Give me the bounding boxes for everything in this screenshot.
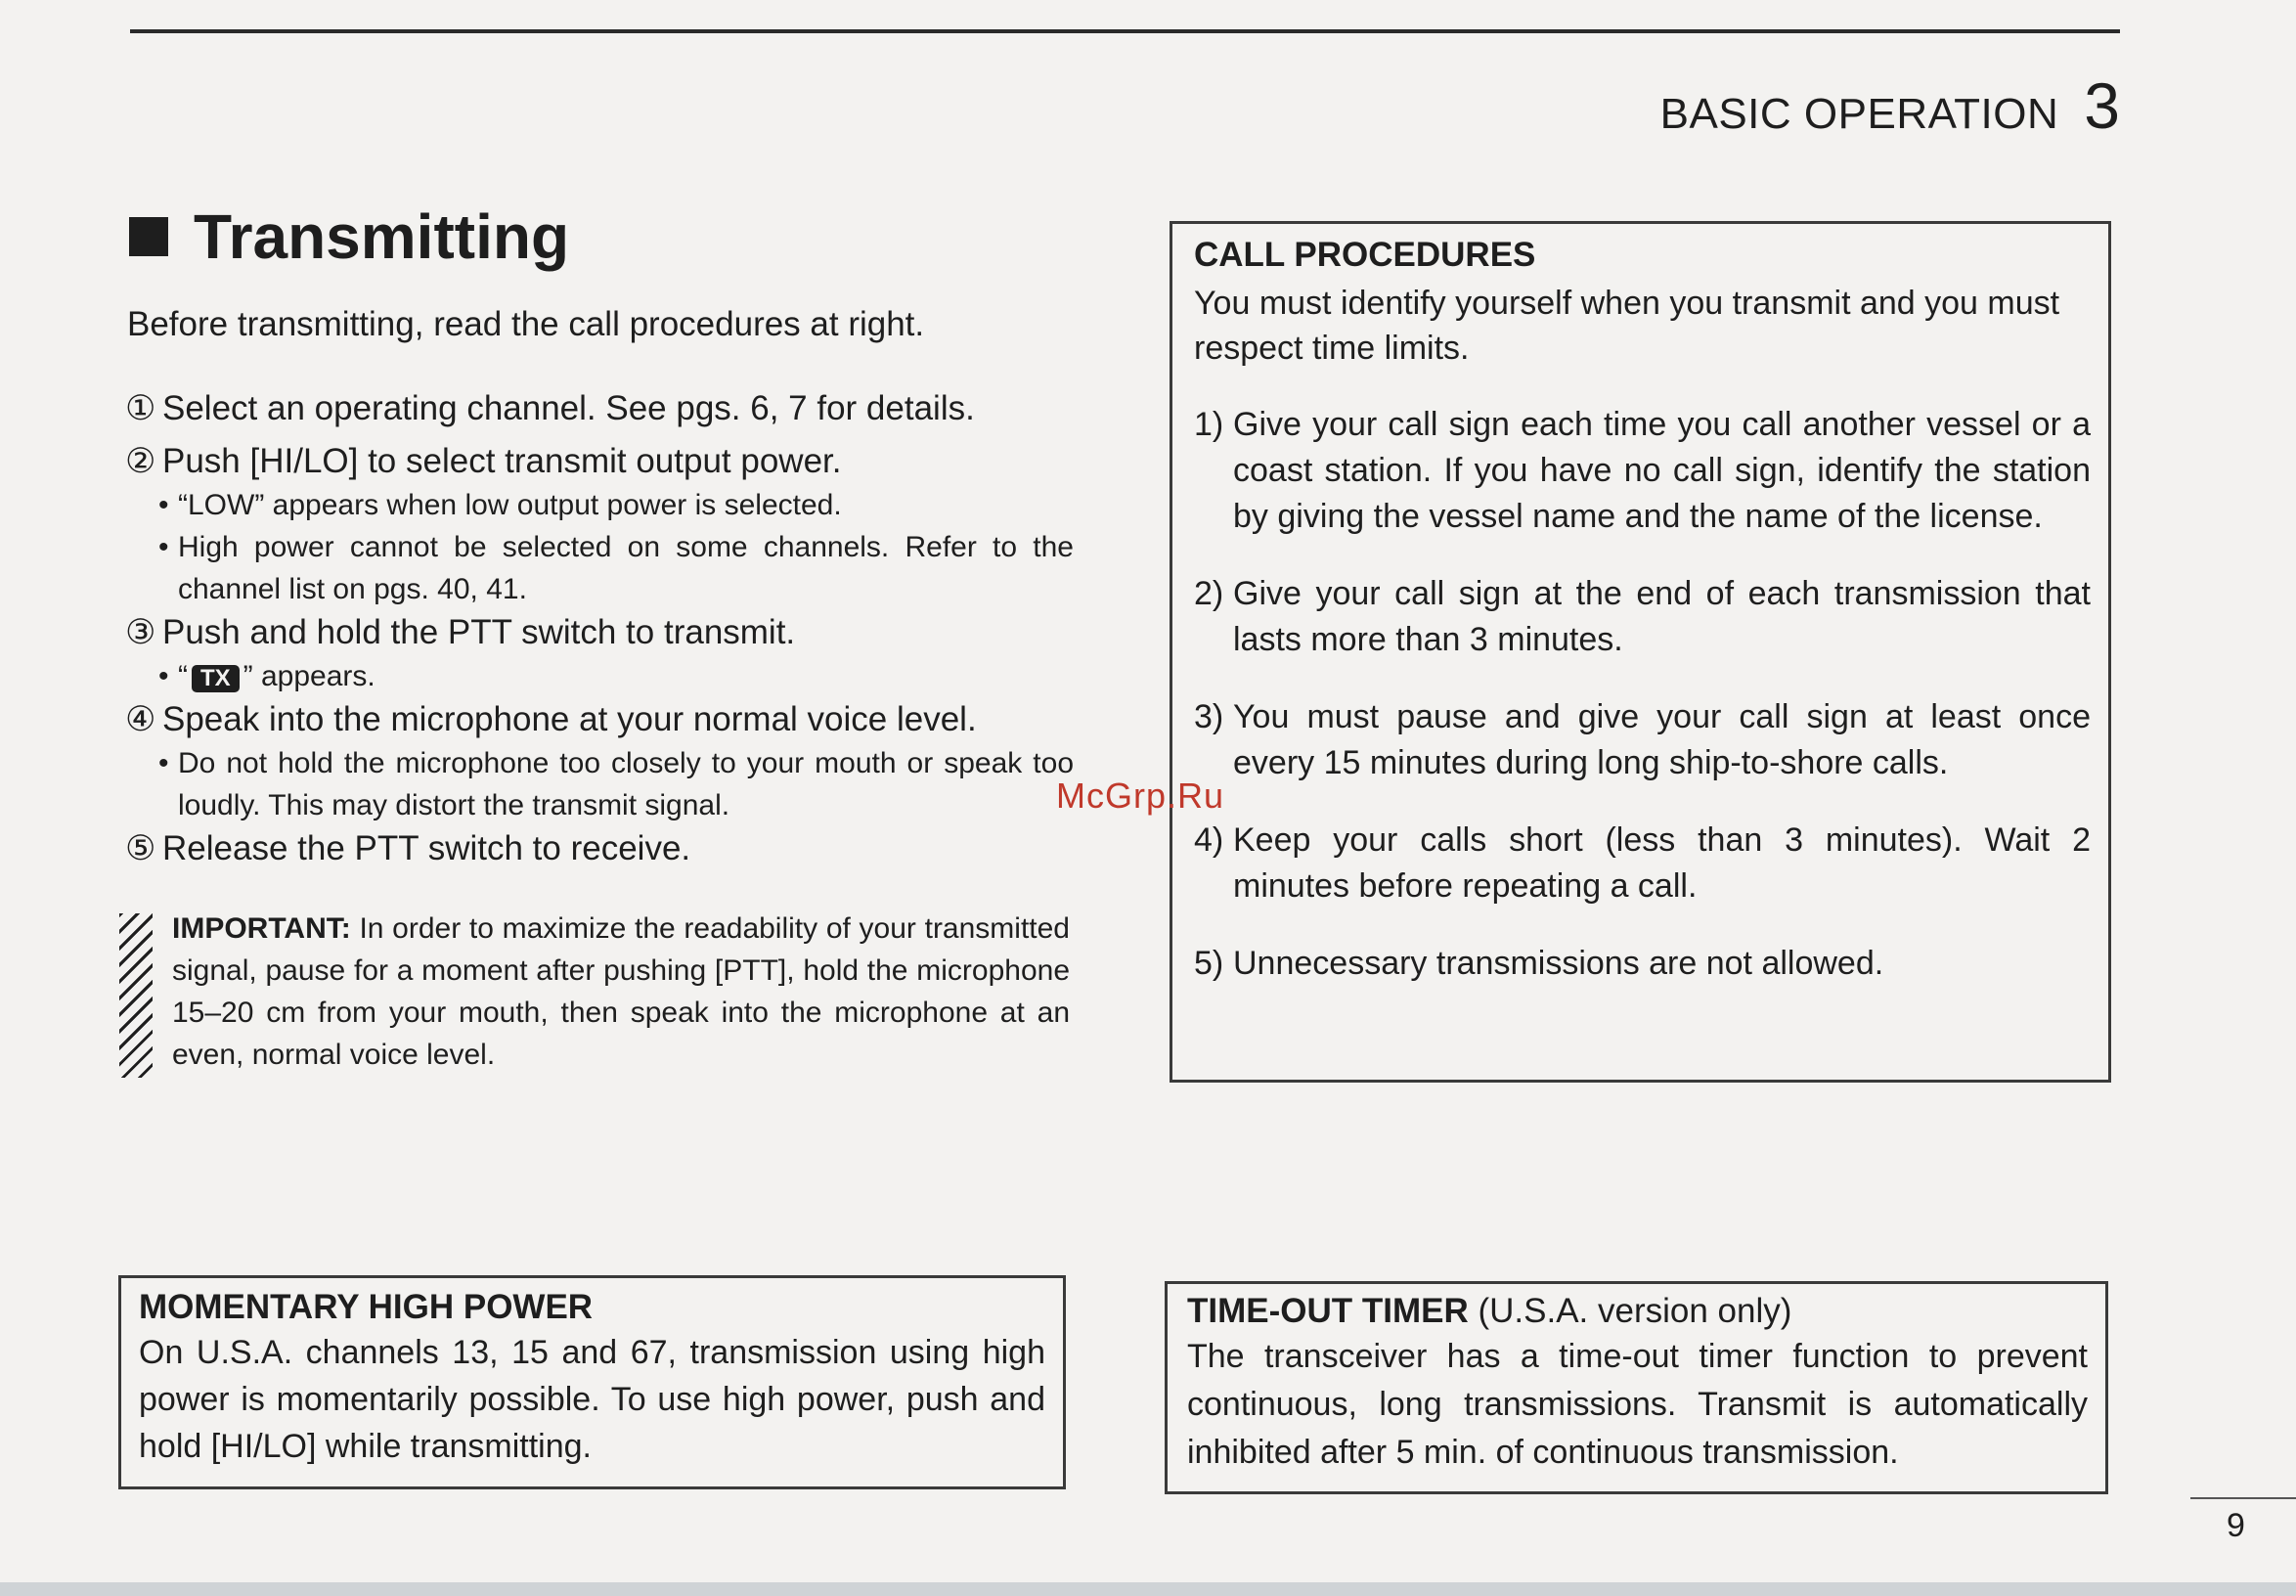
call-item-text: Unnecessary transmissions are not allowed. — [1233, 945, 1884, 982]
bullet-dot-icon: • — [158, 660, 169, 692]
chapter-number: 3 — [2084, 69, 2120, 142]
step-2-bullet — [125, 484, 1074, 526]
momentary-high-power-box — [118, 1275, 1066, 1489]
bullet-text — [178, 655, 1074, 697]
important-body: In order to maximize the readability of your transmitted signal, pause for a moment after pushing [PTT], hold the microphone 15–20 cm from your mouth, then speak into the microphone at an even, normal voice level. — [172, 912, 1070, 1071]
step-number: ① — [125, 389, 156, 427]
bullet-dot-icon: • — [158, 747, 169, 779]
step-number: ③ — [125, 613, 156, 651]
step-2 — [125, 439, 1074, 484]
step-text: Push and hold the PTT switch to transmit. — [162, 613, 796, 651]
call-item-text: Give your call sign at the end of each transmission that lasts more than 3 minutes. — [1233, 575, 2091, 658]
call-procedures-intro: You must identify yourself when you transmit and you must respect time limits. — [1194, 285, 2060, 367]
call-item-number: 4) — [1194, 821, 1224, 859]
step-4-bullet — [125, 742, 1074, 826]
step-1 — [125, 386, 1074, 431]
heading-square-icon — [129, 217, 168, 256]
important-label: IMPORTANT: — [172, 912, 351, 945]
top-rule — [130, 29, 2120, 33]
bullet-text: “LOW” appears when low output power is selected. — [178, 489, 842, 521]
step-4 — [125, 697, 1074, 742]
timeout-heading — [1187, 1292, 2088, 1331]
page-number-rule — [2190, 1497, 2296, 1499]
time-out-timer-box — [1165, 1281, 2108, 1494]
momentary-title: MOMENTARY HIGH POWER — [139, 1288, 594, 1326]
steps-list — [125, 386, 1074, 871]
important-note — [119, 908, 1070, 1078]
step-number: ④ — [125, 700, 156, 738]
timeout-text: The transceiver has a time-out timer function to prevent continuous, long transmissions. Transmit is automatically inhibited after 5 min. of continuous transmission. — [1187, 1338, 2088, 1471]
important-text — [172, 908, 1070, 1078]
call-item-number: 1) — [1194, 406, 1224, 443]
momentary-text: On U.S.A. channels 13, 15 and 67, transmission using high power is momentarily possible. To use high power, push and hold [HI/LO] while transmitting. — [139, 1334, 1045, 1465]
quote-open: “ — [178, 660, 188, 692]
call-item — [1194, 402, 2091, 540]
call-item-text: Keep your calls short (less than 3 minutes). Wait 2 minutes before repeating a call. — [1233, 821, 2091, 905]
call-item-number: 5) — [1194, 945, 1224, 982]
chapter-title: BASIC OPERATION — [1659, 90, 2059, 138]
bullet-text: Do not hold the microphone too closely to your mouth or speak too loudly. This may distort the transmit signal. — [178, 747, 1074, 821]
call-item — [1194, 571, 2091, 663]
section-heading — [129, 200, 569, 273]
call-item — [1194, 694, 2091, 786]
step-number: ⑤ — [125, 829, 156, 867]
call-item-text: Give your call sign each time you call another vessel or a coast station. If you have no call sign, identify the station by giving the vessel name and the name of the license. — [1233, 406, 2091, 535]
hatch-stripe-icon — [119, 913, 153, 1078]
call-procedures-title: CALL PROCEDURES — [1194, 236, 1536, 274]
call-procedures-box — [1170, 221, 2111, 1083]
timeout-title: TIME-OUT TIMER — [1187, 1292, 1469, 1330]
timeout-subtitle: (U.S.A. version only) — [1478, 1292, 1792, 1330]
call-item-text: You must pause and give your call sign at least once every 15 minutes during long ship-to-shore calls. — [1233, 698, 2091, 781]
watermark: McGrp.Ru — [1056, 776, 1225, 816]
tx-indicator-icon: TX — [192, 665, 240, 692]
step-3 — [125, 610, 1074, 655]
call-item — [1194, 818, 2091, 909]
step-number: ② — [125, 442, 156, 480]
bullet-dot-icon: • — [158, 489, 169, 521]
step-5 — [125, 826, 1074, 871]
bottom-edge-band — [0, 1582, 2296, 1596]
step-2-bullet — [125, 526, 1074, 610]
step-3-bullet — [125, 655, 1074, 697]
section-intro: Before transmitting, read the call procedures at right. — [127, 305, 925, 343]
step-text: Select an operating channel. See pgs. 6, 7 for details. — [162, 389, 975, 427]
page-number: 9 — [2227, 1507, 2245, 1544]
call-item — [1194, 941, 2091, 987]
step-text: Push [HI/LO] to select transmit output power. — [162, 442, 842, 480]
call-item-number: 3) — [1194, 698, 1224, 735]
step-text: Release the PTT switch to receive. — [162, 829, 691, 867]
chapter-header — [1660, 68, 2120, 143]
bullet-dot-icon: • — [158, 531, 169, 563]
section-title: Transmitting — [194, 201, 570, 272]
step-text: Speak into the microphone at your normal voice level. — [162, 700, 977, 738]
appears-text: ” appears. — [243, 660, 375, 692]
call-item-number: 2) — [1194, 575, 1224, 612]
bullet-text: High power cannot be selected on some channels. Refer to the channel list on pgs. 40, 41. — [178, 531, 1074, 605]
